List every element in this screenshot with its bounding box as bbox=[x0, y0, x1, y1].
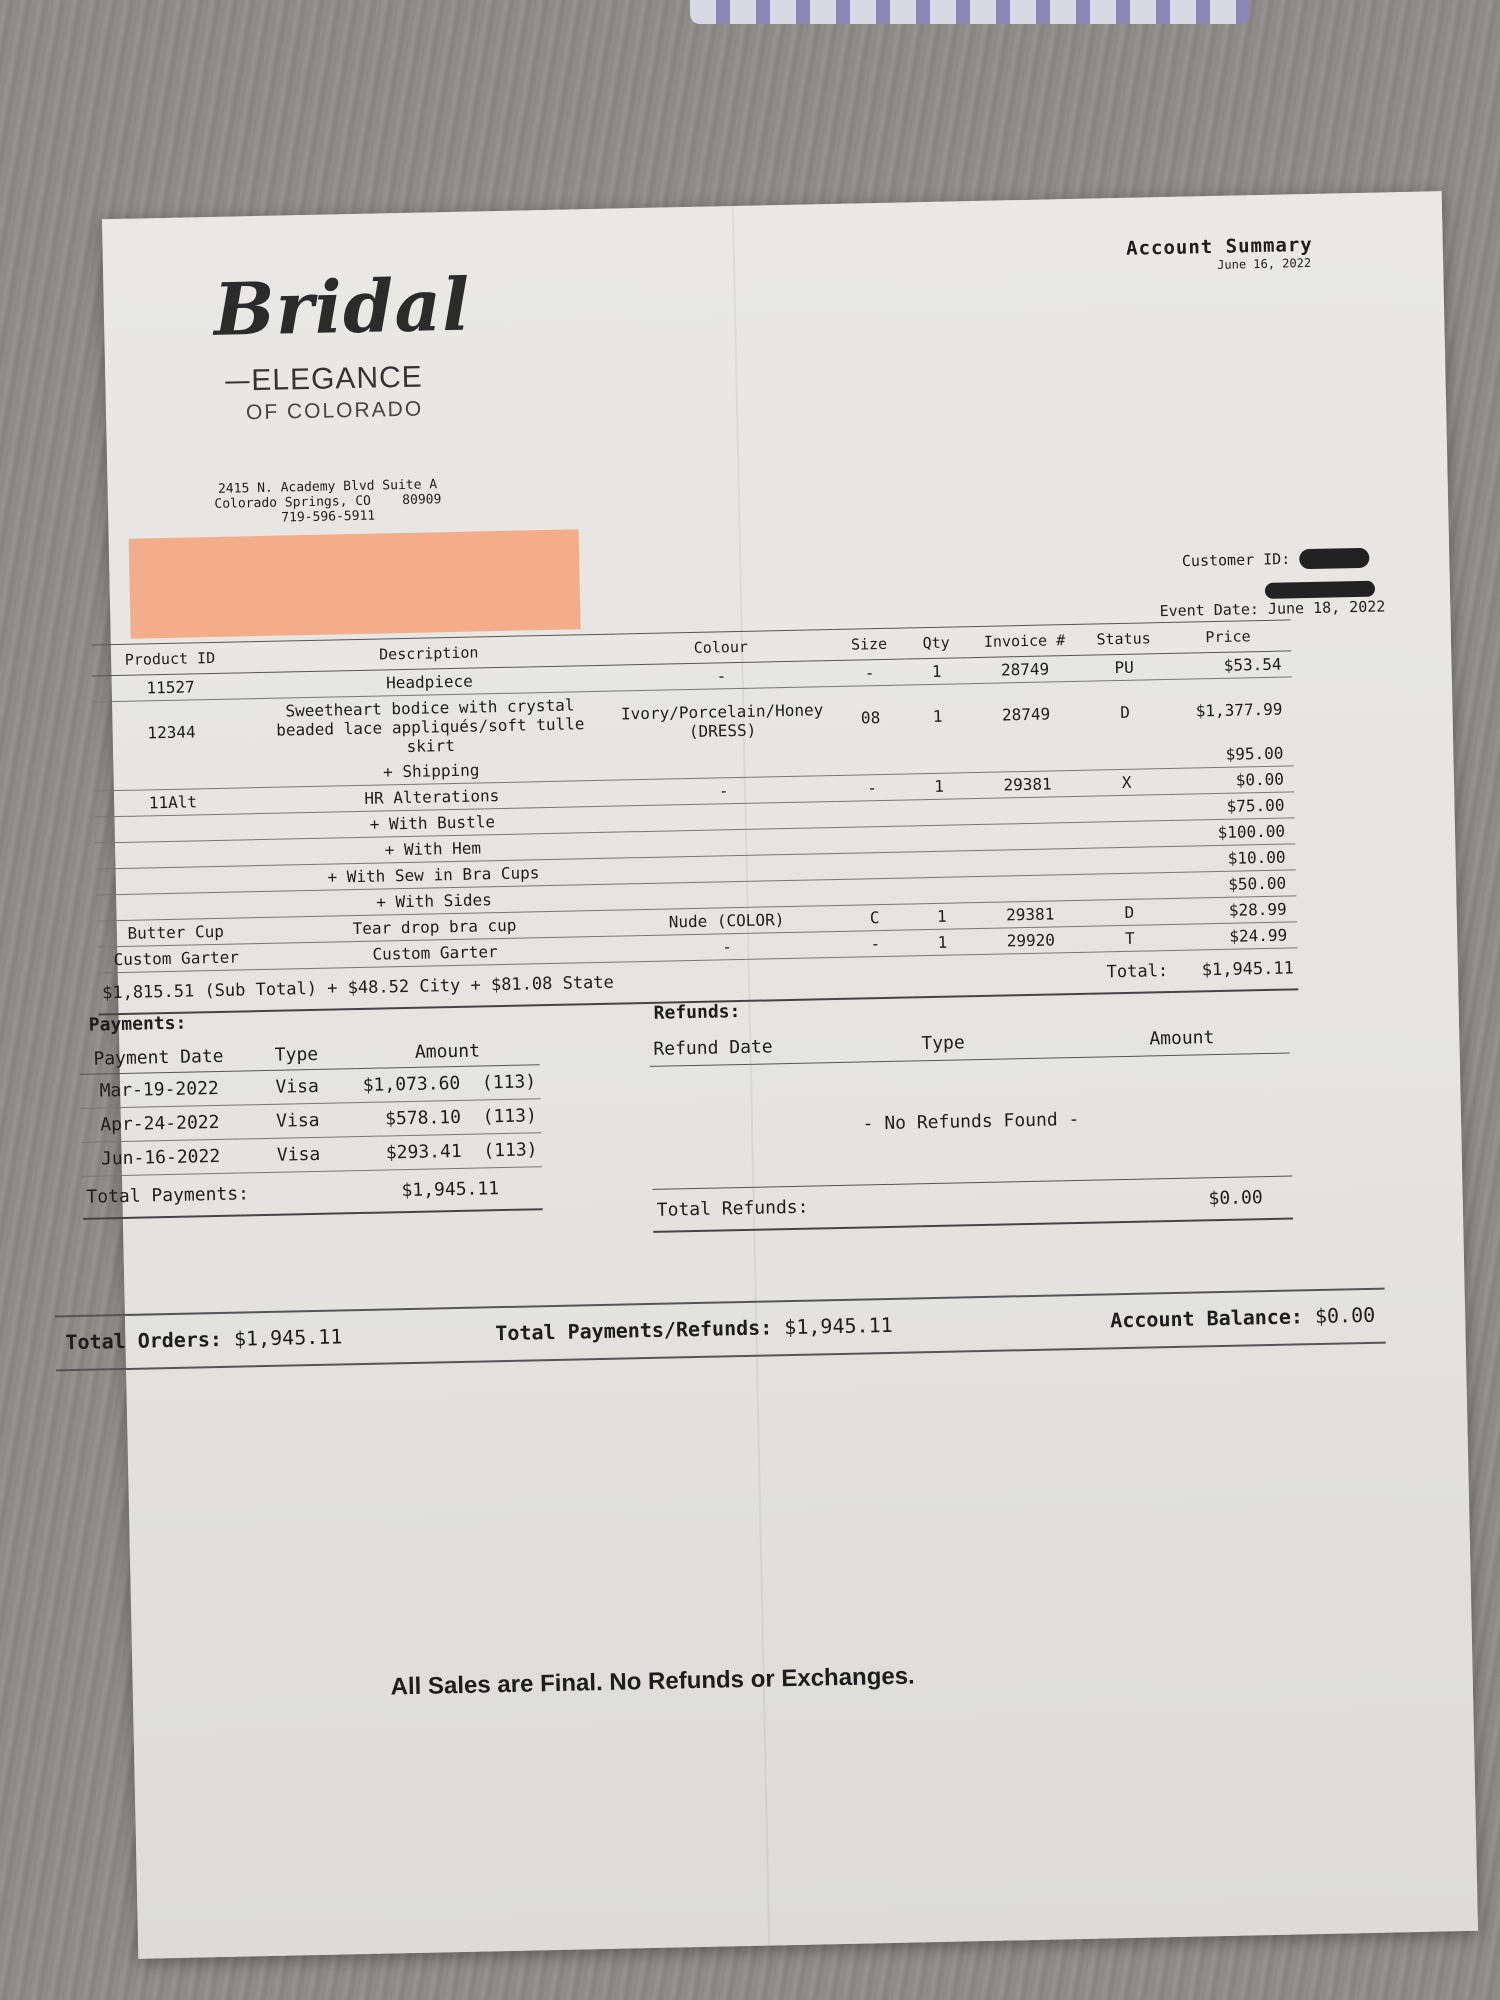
customer-id: Customer ID: bbox=[1182, 548, 1370, 572]
payments-table bbox=[79, 1035, 543, 1220]
background-object bbox=[690, 0, 1250, 24]
cell-pid: Custom Garter bbox=[97, 944, 255, 973]
total-label: Total: bbox=[1089, 950, 1173, 993]
cell-pid bbox=[93, 762, 251, 791]
cell-desc: Tear drop bra cup bbox=[254, 910, 615, 944]
store-address: 2415 N. Academy Blvd Suite A Colorado Springs, CO 80909 719-596-5911 bbox=[214, 477, 442, 526]
cell-qty: 1 bbox=[932, 706, 943, 726]
payments-heading: Payments: bbox=[88, 1012, 187, 1036]
subtotal-line: $1,815.51 (Sub Total) + $48.52 City + $81.08 State bbox=[98, 952, 1090, 1014]
total-payments-label: Total Payments: bbox=[82, 1171, 359, 1219]
cell-price: $24.99 bbox=[1171, 922, 1297, 951]
cell-pid: 11Alt bbox=[94, 788, 252, 817]
cell-desc: + With Sides bbox=[254, 884, 615, 918]
cell-invoice: 28749 bbox=[1001, 704, 1051, 725]
cell-price: $53.54 bbox=[1165, 651, 1291, 680]
document-title: Account Summary bbox=[1125, 233, 1313, 260]
sales-final-notice: All Sales are Final. No Refunds or Exchanges. bbox=[390, 1662, 915, 1701]
col-colour: Colour bbox=[609, 630, 834, 666]
account-summary-document bbox=[65, 191, 1478, 1959]
payments-total-row bbox=[82, 1167, 543, 1219]
cell-pid: Butter Cup bbox=[97, 918, 255, 947]
cell-desc: Headpiece bbox=[249, 665, 610, 699]
col-product-id: Product ID bbox=[91, 642, 249, 676]
total-refunds-value: $0.00 bbox=[1148, 1176, 1293, 1222]
col-status: Status bbox=[1082, 623, 1166, 656]
cell-qty: 1 bbox=[911, 903, 973, 930]
logo-script: Bridal bbox=[212, 261, 472, 352]
logo-line1: ELEGANCE bbox=[225, 361, 423, 399]
cell-colour: - bbox=[615, 931, 840, 962]
payment-amount: $1,073.60 (113) bbox=[356, 1065, 541, 1103]
cell-price: $0.00 bbox=[1168, 766, 1294, 795]
redacted-id bbox=[1299, 548, 1369, 569]
cell-qty: 1 bbox=[908, 773, 970, 800]
cell-price: $50.00 bbox=[1170, 870, 1296, 899]
cell-status: X bbox=[1085, 769, 1169, 797]
cell-size: C bbox=[838, 904, 911, 932]
cell-status: T bbox=[1088, 924, 1172, 952]
cell-invoice: 28749 bbox=[967, 655, 1083, 683]
cell-size: - bbox=[839, 930, 912, 958]
cell-size: 08 bbox=[860, 708, 881, 728]
cell-desc: + With Sew in Bra Cups bbox=[253, 858, 614, 892]
cell-invoice: 29920 bbox=[973, 926, 1089, 954]
col-refund-type: Type bbox=[917, 1023, 1146, 1061]
logo-line2: OF COLORADO bbox=[245, 397, 424, 425]
redacted-customer-block bbox=[129, 529, 581, 638]
total-payments-value: $1,945.11 bbox=[358, 1167, 543, 1213]
cell-pid: 11527 bbox=[91, 673, 249, 702]
cell-colour: - bbox=[612, 775, 837, 806]
cell-price: $95.00 bbox=[1167, 740, 1293, 768]
col-refund-amount: Amount bbox=[1145, 1020, 1290, 1057]
col-qty: Qty bbox=[905, 627, 967, 659]
col-payment-amount: Amount bbox=[355, 1035, 540, 1068]
col-price: Price bbox=[1165, 620, 1291, 654]
refunds-table bbox=[649, 1020, 1293, 1233]
cell-qty: 1 bbox=[911, 929, 973, 956]
col-refund-date: Refund Date bbox=[649, 1027, 918, 1066]
cell-desc: + With Bustle bbox=[252, 806, 613, 840]
totals-bar bbox=[55, 1288, 1386, 1372]
payment-date: Jun-16-2022 bbox=[81, 1139, 240, 1176]
cell-size: - bbox=[833, 659, 906, 687]
cell-price: $10.00 bbox=[1170, 844, 1296, 873]
payment-date: Apr-24-2022 bbox=[81, 1105, 240, 1142]
payment-type: Visa bbox=[238, 1069, 357, 1105]
col-size: Size bbox=[833, 628, 906, 661]
cell-price: $100.00 bbox=[1169, 818, 1295, 847]
payment-amount: $578.10 (113) bbox=[356, 1099, 541, 1137]
col-payment-date: Payment Date bbox=[79, 1042, 238, 1075]
total-payments-refunds: Total Payments/Refunds: $1,945.11 bbox=[495, 1312, 893, 1346]
payment-amount: $293.41 (113) bbox=[357, 1133, 542, 1171]
payment-date: Mar-19-2022 bbox=[80, 1071, 239, 1108]
total-value: $1,945.11 bbox=[1172, 948, 1299, 992]
cell-desc: HR Alterations bbox=[252, 780, 613, 814]
cell-pid: 12344 bbox=[147, 722, 196, 743]
total-orders: Total Orders: $1,945.11 bbox=[65, 1324, 343, 1355]
cell-colour: Ivory/Porcelain/Honey (DRESS) bbox=[620, 699, 824, 741]
no-refunds-message: - No Refunds Found - bbox=[650, 1053, 1292, 1189]
redacted-mark bbox=[1265, 581, 1375, 599]
account-balance: Account Balance: $0.00 bbox=[1110, 1302, 1376, 1333]
cell-qty: 1 bbox=[906, 658, 968, 685]
cell-desc: Sweetheart bodice with crystal beaded lace appliqués/soft tulle skirt bbox=[276, 695, 585, 756]
cell-size: - bbox=[836, 774, 909, 802]
cell-price: $1,377.99 bbox=[1195, 699, 1283, 721]
cell-status: PU bbox=[1082, 654, 1166, 682]
cell-invoice: 29381 bbox=[970, 770, 1086, 798]
col-payment-type: Type bbox=[237, 1039, 356, 1071]
cell-desc: + Shipping bbox=[251, 755, 612, 788]
col-invoice: Invoice # bbox=[967, 624, 1083, 657]
items-table bbox=[91, 619, 1299, 1015]
payment-type: Visa bbox=[239, 1137, 358, 1173]
payment-type: Visa bbox=[239, 1103, 358, 1139]
cell-desc: + With Hem bbox=[253, 832, 614, 866]
total-refunds-label: Total Refunds: bbox=[652, 1179, 1149, 1232]
cell-price: $75.00 bbox=[1168, 792, 1294, 821]
cell-price: $28.99 bbox=[1171, 896, 1297, 925]
document-date: June 16, 2022 bbox=[1217, 255, 1312, 272]
event-date: Event Date: June 18, 2022 bbox=[1159, 597, 1386, 621]
cell-invoice: 29381 bbox=[972, 900, 1088, 928]
cell-colour: - bbox=[609, 661, 834, 692]
cell-status: D bbox=[1120, 702, 1131, 723]
refunds-heading: Refunds: bbox=[653, 1001, 741, 1024]
cell-status: D bbox=[1088, 898, 1172, 926]
cell-desc: Custom Garter bbox=[255, 936, 616, 970]
col-description: Description bbox=[248, 634, 609, 673]
cell-colour: Nude (COLOR) bbox=[614, 905, 839, 936]
